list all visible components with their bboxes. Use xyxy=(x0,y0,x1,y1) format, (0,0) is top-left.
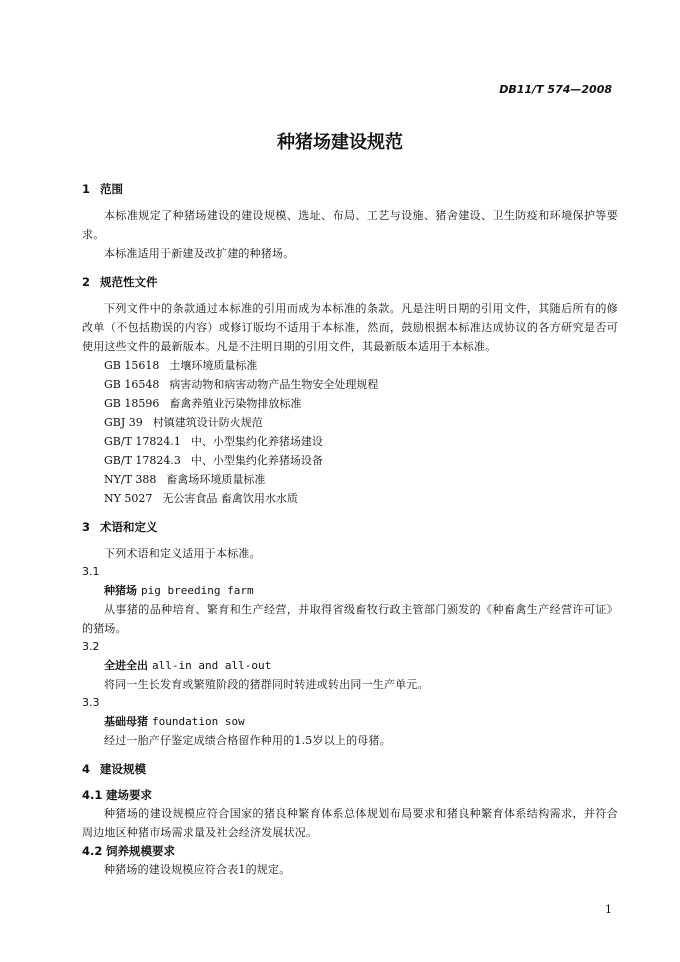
section-heading-2 xyxy=(82,272,618,292)
reference-name: 中、小型集约化养猪场设备 xyxy=(190,454,323,467)
page-number: 1 xyxy=(605,903,612,916)
subsection-number: 4.2 xyxy=(82,844,103,858)
paragraph: 种猪场的建设规模应符合国家的猪良种繁育体系总体规划布局要求和猪良种繁育体系结构需求，并符合周边地区种猪市场需求量及社会经济发展状况。 xyxy=(82,807,618,839)
term-heading xyxy=(82,656,618,675)
section-number: 1 xyxy=(82,182,91,196)
reference-item xyxy=(82,375,618,394)
clause-number: 3.3 xyxy=(82,696,100,709)
term-en: pig breeding farm xyxy=(141,584,254,597)
reference-item xyxy=(82,413,618,432)
reference-item xyxy=(82,432,618,451)
reference-name: 病害动物和病害动物产品生物安全处理规程 xyxy=(169,378,379,391)
subsection-heading xyxy=(82,842,618,860)
reference-code: GB 15618 xyxy=(104,359,160,372)
reference-name: 村镇建筑设计防火规范 xyxy=(152,416,263,429)
subsection-heading xyxy=(82,786,618,804)
section-title: 术语和定义 xyxy=(100,520,158,534)
reference-name: 土壤环境质量标准 xyxy=(169,359,258,372)
reference-code: GB 18596 xyxy=(104,397,160,410)
section-number: 3 xyxy=(82,520,91,534)
reference-code: GB/T 17824.1 xyxy=(104,435,181,448)
clause-number: 3.1 xyxy=(82,565,100,578)
paragraph: 种猪场的建设规模应符合表1的规定。 xyxy=(104,863,291,876)
reference-code: NY 5027 xyxy=(104,492,153,505)
document-body xyxy=(82,176,618,879)
term-definition: 将同一生长发育或繁殖阶段的猪群同时转进或转出同一生产单元。 xyxy=(104,678,429,691)
reference-code: NY/T 388 xyxy=(104,473,157,486)
term-definition: 经过一胎产仔鉴定成绩合格留作种用的1.5岁以上的母猪。 xyxy=(104,734,391,747)
paragraph: 本标准适用于新建及改扩建的种猪场。 xyxy=(104,247,295,260)
term-heading xyxy=(82,712,618,731)
subsection-number: 4.1 xyxy=(82,788,103,802)
term-definition: 从事猪的品种培育、繁育和生产经营，并取得省级畜牧行政主管部门颁发的《种畜禽生产经营许可证》的猪场。 xyxy=(82,603,618,635)
term-cn: 全进全出 xyxy=(104,659,148,672)
subsection-title: 饲养规模要求 xyxy=(106,844,175,858)
term-cn: 种猪场 xyxy=(104,584,137,597)
subsection-title: 建场要求 xyxy=(106,788,152,802)
reference-name: 中、小型集约化养猪场建设 xyxy=(190,435,323,448)
section-heading-4 xyxy=(82,759,618,779)
reference-item xyxy=(82,394,618,413)
paragraph: 下列术语和定义适用于本标准。 xyxy=(104,547,261,560)
reference-name: 畜禽养殖业污染物排放标准 xyxy=(169,397,302,410)
reference-item xyxy=(82,489,618,508)
term-heading xyxy=(82,581,618,600)
reference-item xyxy=(82,451,618,470)
paragraph: 本标准规定了种猪场建设的建设规模、选址、布局、工艺与设施、猪舍建设、卫生防疫和环境保护等要求。 xyxy=(82,209,618,241)
clause-number: 3.2 xyxy=(82,640,100,653)
reference-code: GBJ 39 xyxy=(104,416,143,429)
section-title: 建设规模 xyxy=(100,762,146,776)
section-heading-1 xyxy=(82,179,618,199)
section-title: 规范性文件 xyxy=(100,275,158,289)
paragraph: 下列文件中的条款通过本标准的引用而成为本标准的条款。凡是注明日期的引用文件，其随后所有的修改单（不包括勘误的内容）或修订版均不适用于本标准，然而，鼓励根据本标准达成协议的各方研究是否可使用这些文件的最新版本。凡是不注明日期的引用文件，其最新版本适用于本标准。 xyxy=(82,302,618,353)
document-code: DB11/T 574—2008 xyxy=(499,83,612,96)
reference-name: 无公害食品 畜禽饮用水水质 xyxy=(162,492,298,505)
term-cn: 基础母猪 xyxy=(104,715,148,728)
section-heading-3 xyxy=(82,517,618,537)
term-en: foundation sow xyxy=(152,715,245,728)
term-en: all-in and all-out xyxy=(152,659,272,672)
reference-name: 畜禽场环境质量标准 xyxy=(166,473,266,486)
reference-code: GB 16548 xyxy=(104,378,160,391)
reference-item xyxy=(82,470,618,489)
section-number: 4 xyxy=(82,762,91,776)
reference-item xyxy=(82,356,618,375)
reference-code: GB/T 17824.3 xyxy=(104,454,181,467)
section-number: 2 xyxy=(82,275,91,289)
section-title: 范围 xyxy=(100,182,123,196)
document-title: 种猪场建设规范 xyxy=(277,132,403,153)
